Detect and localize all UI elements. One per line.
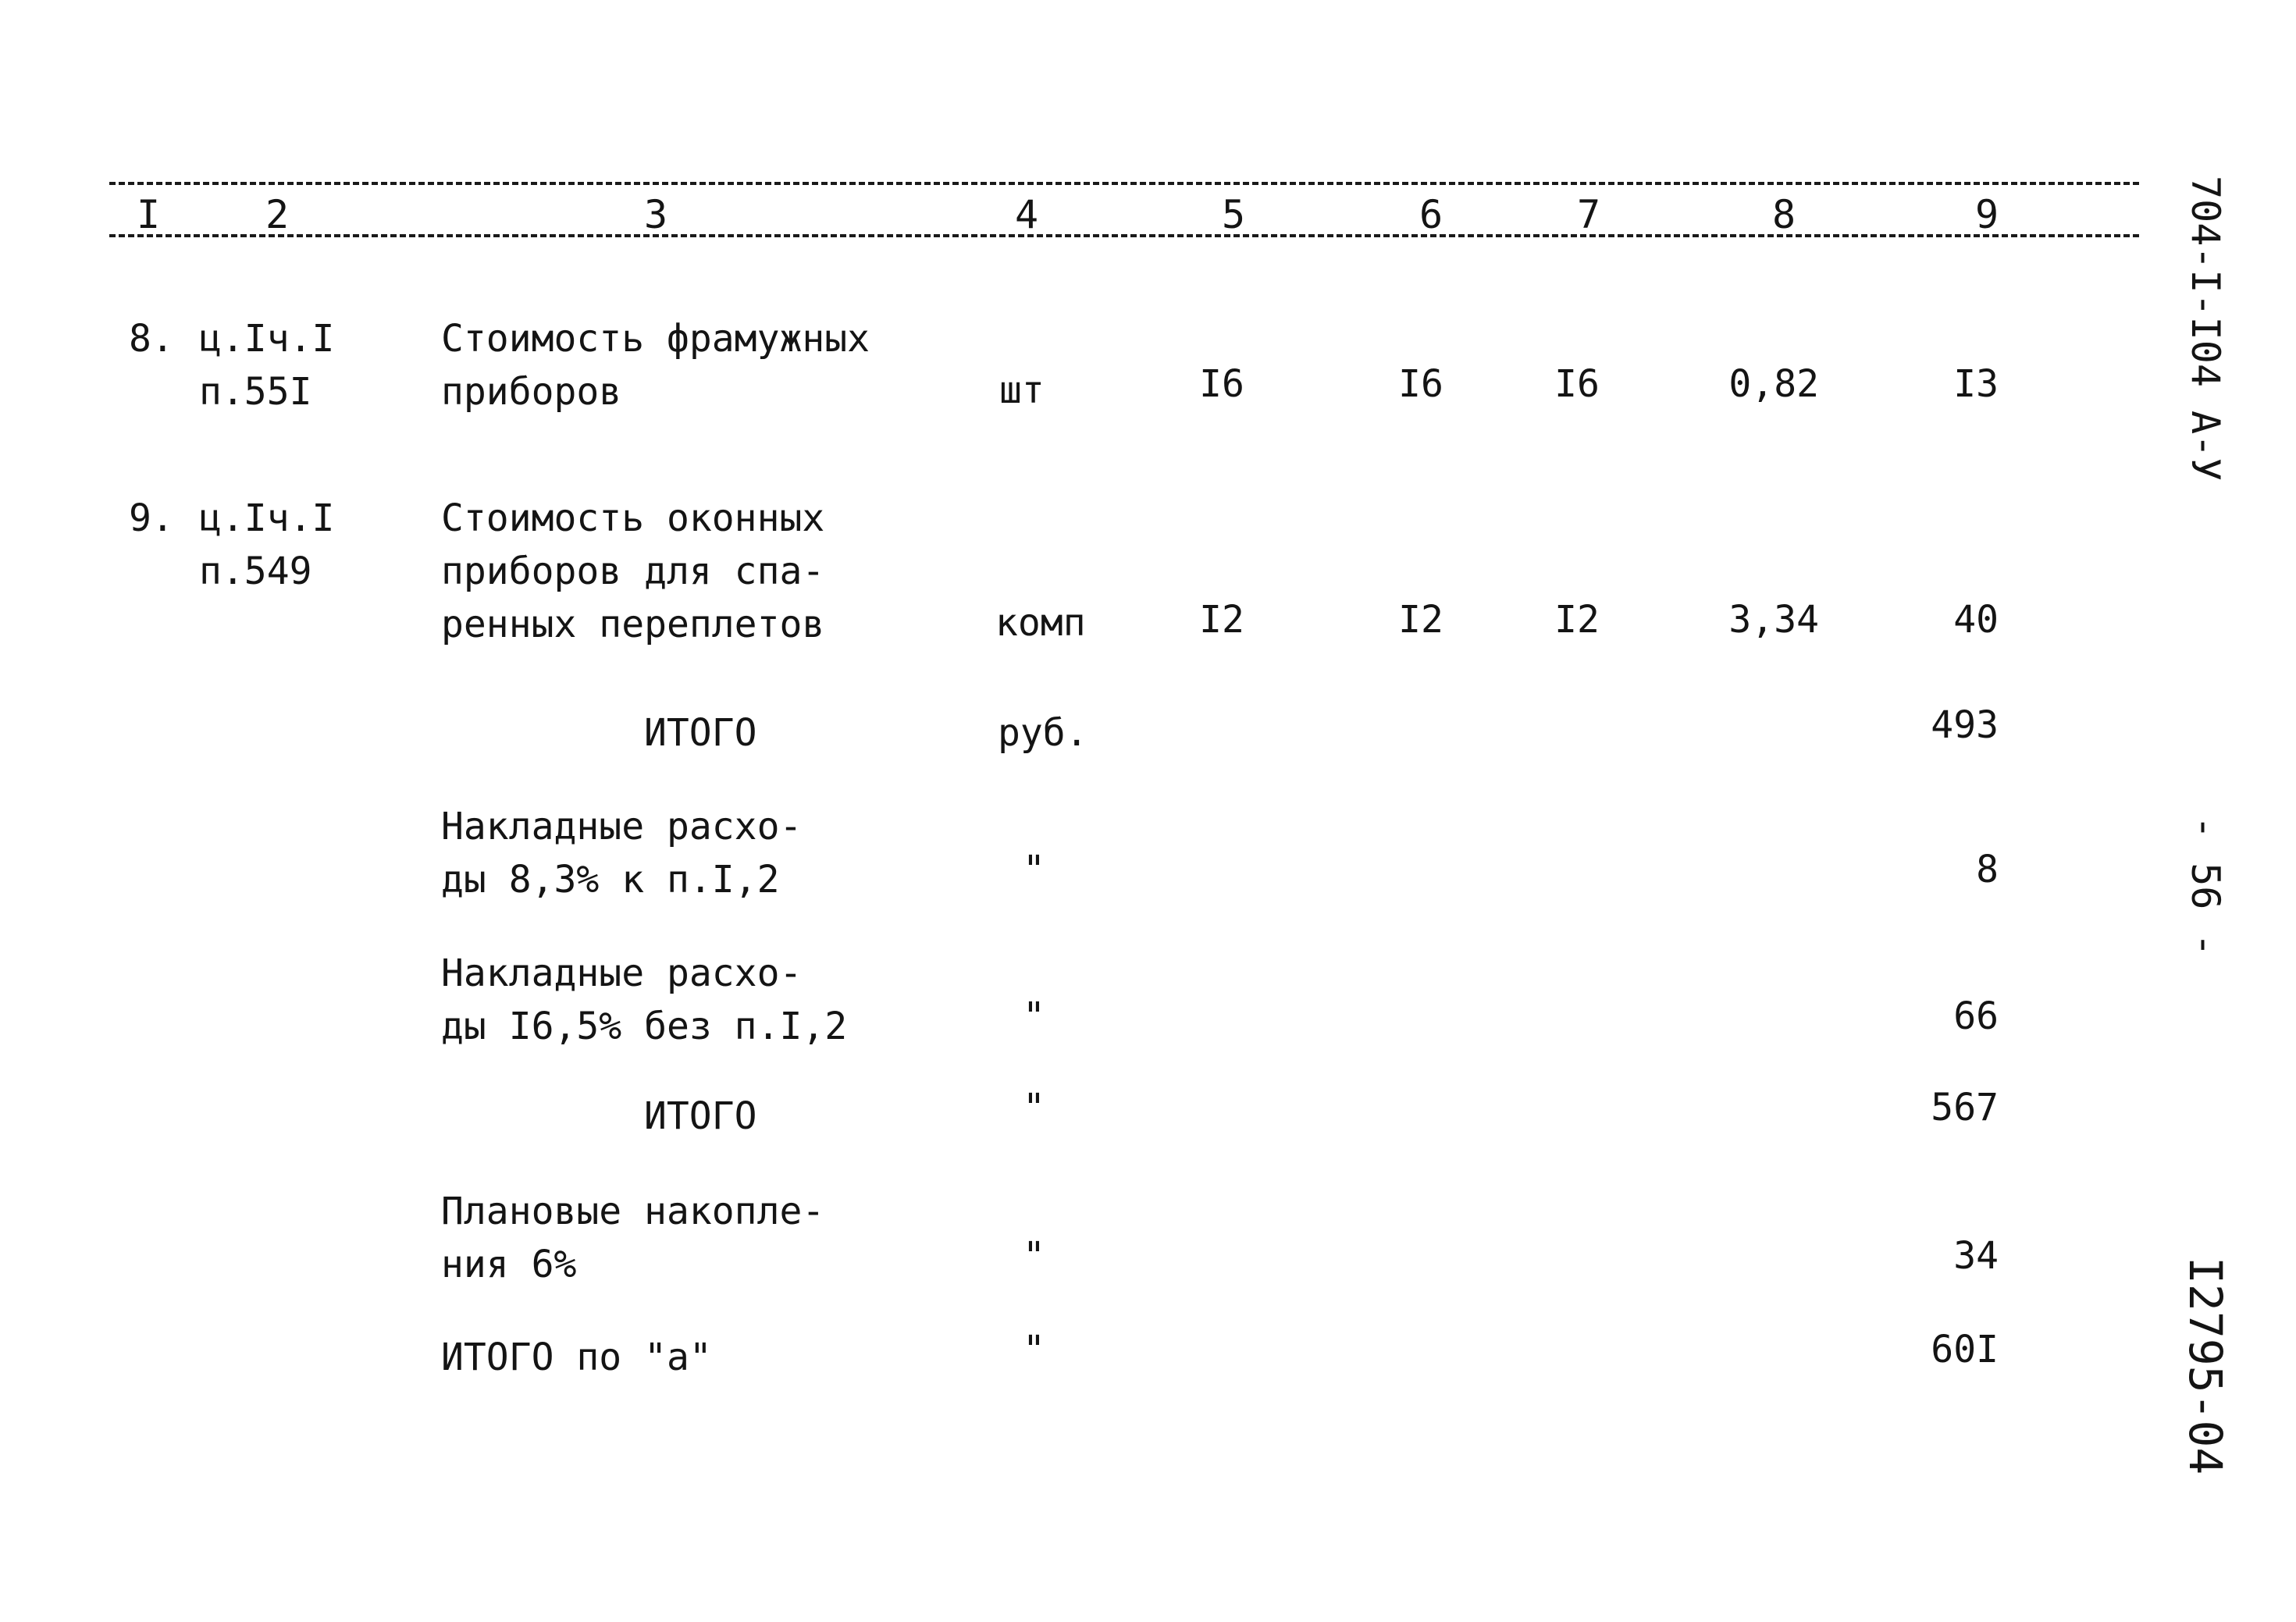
- column-header-9: 9: [1975, 192, 1999, 237]
- column-header-5: 5: [1222, 192, 1246, 237]
- row-col6: I2: [1398, 598, 1443, 642]
- reference-line: ц.Iч.I: [199, 496, 335, 540]
- header-bottom-rule: [109, 234, 2139, 237]
- summary-unit: ": [1023, 848, 1045, 891]
- row-col5: I2: [1199, 598, 1244, 642]
- summary-name: [441, 1185, 824, 1291]
- column-header-7: 7: [1577, 192, 1601, 237]
- summary-unit: ": [1023, 1234, 1045, 1278]
- name-line: Стоимость оконных: [441, 496, 825, 540]
- reference-line: ц.Iч.I: [199, 317, 335, 361]
- summary-unit: руб.: [998, 711, 1088, 755]
- row-unit: комп: [995, 601, 1086, 645]
- row-reference: [199, 492, 334, 598]
- name-line: Плановые накопле-: [441, 1190, 825, 1233]
- summary-value: 66: [1953, 994, 1999, 1038]
- column-header-3: 3: [644, 192, 668, 237]
- reference-line: п.549: [199, 550, 312, 593]
- name-line: ренных переплетов: [441, 603, 825, 646]
- name-line: ды I6,5% без п.I,2: [441, 1005, 848, 1048]
- row-col9: 40: [1953, 598, 1999, 642]
- name-line: Накладные расхо-: [441, 952, 803, 995]
- column-header-8: 8: [1772, 192, 1796, 237]
- row-name: [441, 312, 870, 418]
- summary-value: 34: [1953, 1234, 1999, 1278]
- summary-unit: ": [1023, 994, 1045, 1038]
- row-col8: 0,82: [1728, 362, 1819, 406]
- name-line: Стоимость фрамужных: [441, 317, 870, 361]
- summary-unit: ": [1023, 1086, 1045, 1129]
- summary-value: 60I: [1931, 1328, 1999, 1371]
- column-header-6: 6: [1419, 192, 1443, 237]
- column-header-1: I: [137, 192, 161, 237]
- row-reference: [199, 312, 334, 418]
- row-name: [441, 492, 824, 651]
- summary-name: [441, 800, 802, 906]
- summary-name: ИТОГО: [644, 1094, 757, 1138]
- page-number: - 56 -: [2183, 816, 2228, 957]
- summary-unit: ": [1023, 1328, 1045, 1371]
- row-col6: I6: [1398, 362, 1443, 406]
- row-number: 8.: [129, 317, 174, 361]
- row-col7: I6: [1554, 362, 1600, 406]
- name-line: ды 8,3% к п.I,2: [441, 858, 780, 902]
- summary-value: 8: [1976, 848, 1999, 891]
- row-col5: I6: [1199, 362, 1244, 406]
- summary-name: ИТОГО: [644, 711, 757, 755]
- summary-name: [441, 947, 847, 1053]
- reference-line: п.55I: [199, 370, 312, 414]
- project-code: 704-I-I04 А-У: [2183, 176, 2228, 482]
- name-line: Накладные расхо-: [441, 805, 803, 848]
- summary-value: 493: [1931, 703, 1999, 747]
- name-line: приборов для спа-: [441, 550, 825, 593]
- column-header-2: 2: [265, 192, 290, 237]
- document-number: I2795-04: [2179, 1257, 2232, 1475]
- summary-value: 567: [1931, 1086, 1999, 1129]
- name-line: приборов: [441, 370, 622, 414]
- row-col9: I3: [1953, 362, 1999, 406]
- name-line: ния 6%: [441, 1243, 577, 1286]
- row-number: 9.: [129, 496, 174, 540]
- header-top-rule: [109, 182, 2139, 185]
- column-header-4: 4: [1015, 192, 1039, 237]
- summary-name: ИТОГО по "а": [441, 1336, 712, 1379]
- row-col7: I2: [1554, 598, 1600, 642]
- row-col8: 3,34: [1728, 598, 1819, 642]
- row-unit: шт: [999, 368, 1045, 412]
